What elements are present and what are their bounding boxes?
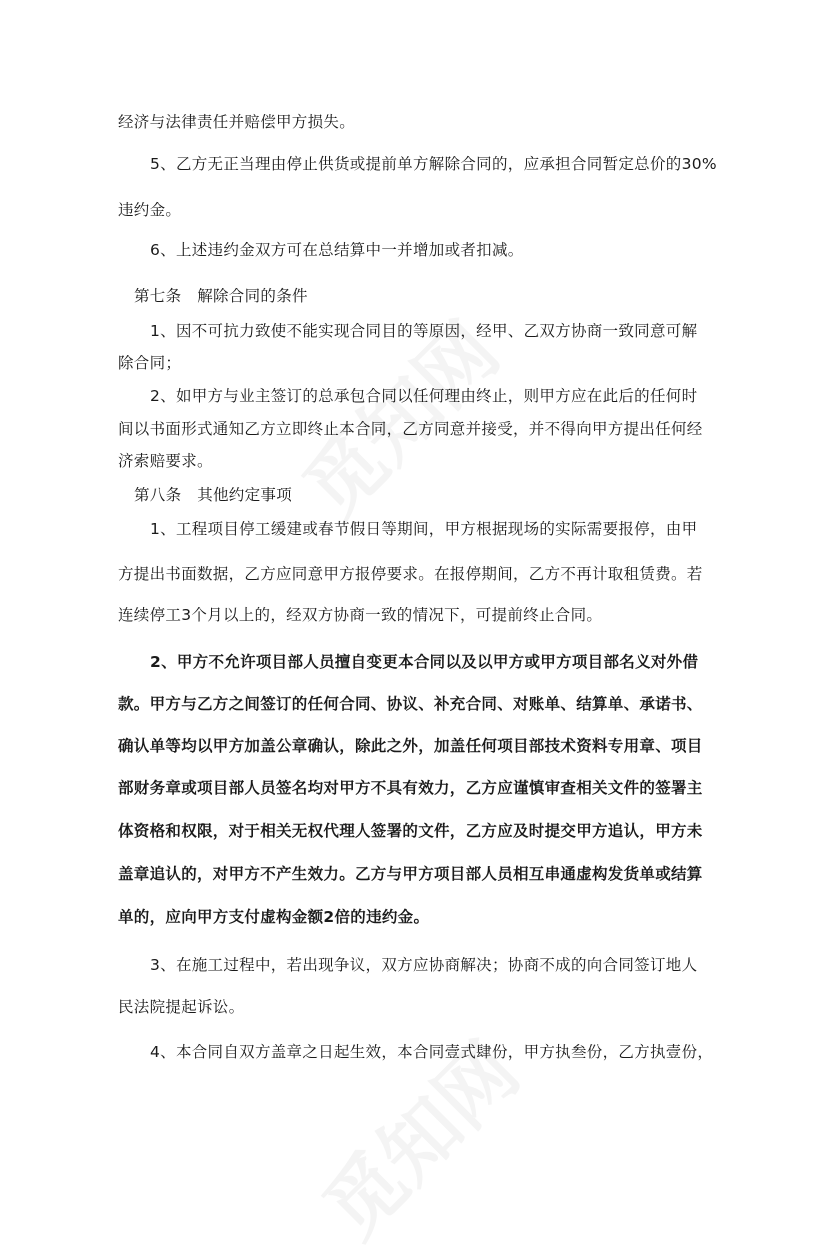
text-line: 济索赔要求。 xyxy=(118,452,213,470)
text-line: 1、因不可抗力致使不能实现合同目的等原因，经甲、乙双方协商一致同意可解 xyxy=(150,322,698,340)
section-heading-article-7: 第七条 解除合同的条件 xyxy=(134,287,308,305)
text-line: 除合同； xyxy=(118,354,182,372)
text-line: 连续停工3个月以上的，经双方协商一致的情况下，可提前终止合同。 xyxy=(118,606,603,624)
text-line: 5、乙方无正当理由停止供货或提前单方解除合同的，应承担合同暂定总价的30% xyxy=(150,155,717,173)
bold-text-line: 部财务章或项目部人员签名均对甲方不具有效力，乙方应谨慎审查相关文件的签署主 xyxy=(118,779,703,797)
text-line: 4、本合同自双方盖章之日起生效，本合同壹式肆份，甲方执叁份，乙方执壹份， xyxy=(150,1043,714,1061)
text-line: 经济与法律责任并赔偿甲方损失。 xyxy=(118,113,356,131)
bold-text-line: 款。甲方与乙方之间签订的任何合同、协议、补充合同、对账单、结算单、承诺书、 xyxy=(118,695,703,713)
text-line: 方提出书面数据，乙方应同意甲方报停要求。在报停期间，乙方不再计取租赁费。若 xyxy=(118,565,703,583)
section-heading-article-8: 第八条 其他约定事项 xyxy=(134,486,293,504)
bold-text-line: 单的，应向甲方支付虚构金额2倍的违约金。 xyxy=(118,908,430,926)
bold-text-line: 2、甲方不允许项目部人员擅自变更本合同以及以甲方或甲方项目部名义对外借 xyxy=(150,653,699,671)
bold-text-line: 体资格和权限，对于相关无权代理人签署的文件，乙方应及时提交甲方追认，甲方未 xyxy=(118,822,703,840)
text-line: 6、上述违约金双方可在总结算中一并增加或者扣减。 xyxy=(150,241,524,259)
text-line: 间以书面形式通知乙方立即终止本合同，乙方同意并接受，并不得向甲方提出任何经 xyxy=(118,420,703,438)
text-line: 2、如甲方与业主签订的总承包合同以任何理由终止，则甲方应在此后的任何时 xyxy=(150,387,698,405)
text-line: 民法院提起诉讼。 xyxy=(118,998,245,1016)
text-line: 1、工程项目停工缓建或春节假日等期间，甲方根据现场的实际需要报停，由甲 xyxy=(150,520,698,538)
bold-text-line: 确认单等均以甲方加盖公章确认，除此之外，加盖任何项目部技术资料专用章、项目 xyxy=(118,737,703,755)
bold-text-line: 盖章追认的，对甲方不产生效力。乙方与甲方项目部人员相互串通虚构发货单或结算 xyxy=(118,865,703,883)
text-line: 违约金。 xyxy=(118,201,182,219)
text-line: 3、在施工过程中，若出现争议，双方应协商解决；协商不成的向合同签订地人 xyxy=(150,956,698,974)
